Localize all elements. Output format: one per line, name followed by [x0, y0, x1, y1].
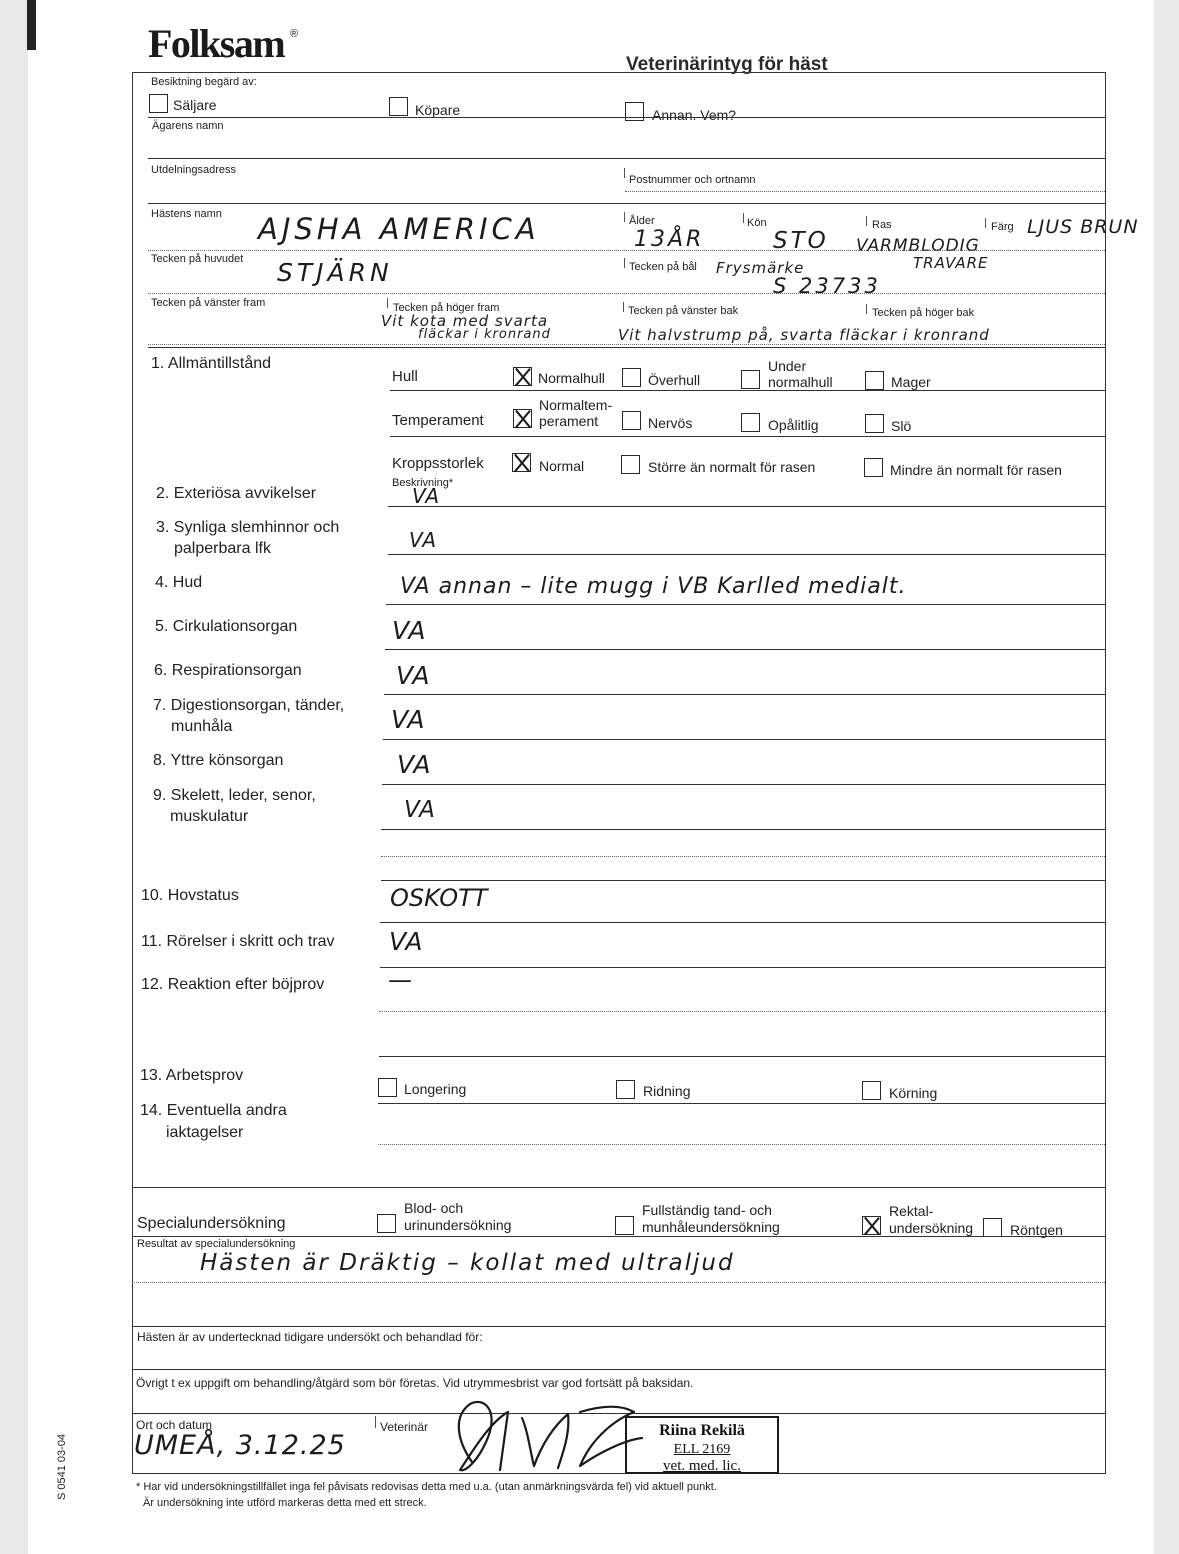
item-5-value: VA [392, 616, 427, 645]
other-requester-checkbox[interactable] [625, 102, 644, 121]
row-line [388, 554, 1105, 555]
temperament-dull-label: Slö [891, 418, 912, 434]
divider [132, 1236, 1105, 1237]
other-observations-label-2: iaktagelser [166, 1124, 244, 1141]
hull-normal-label: Normalhull [538, 370, 605, 386]
size-normal-label: Normal [539, 458, 585, 474]
item-7-value: VA [391, 705, 426, 734]
postal-label: Postnummer och ortnamn [629, 174, 756, 186]
left-back-label: Tecken på vänster bak [628, 305, 739, 317]
document-title: Veterinärintyg för häst [626, 54, 828, 75]
form-code: S 0541 03-04 [56, 1433, 68, 1500]
size-larger-label: Större än normalt för rasen [648, 459, 816, 475]
field-tick [743, 213, 744, 223]
hull-label: Hull [392, 368, 418, 385]
dotted-line [381, 856, 1105, 857]
hull-under-label: Under normalhull [768, 358, 833, 390]
row-line [382, 784, 1105, 785]
temperament-nervous-checkbox[interactable] [622, 411, 641, 430]
body-marks-value-2: S 23733 [773, 274, 881, 298]
row-line [390, 436, 1105, 437]
temperament-unreliable-checkbox[interactable] [741, 413, 760, 432]
head-marks-value: STJÄRN [277, 258, 393, 287]
sex-value: STO [773, 228, 829, 254]
divider [132, 1326, 1105, 1327]
item-4-label: 4. Hud [155, 574, 203, 591]
item-12-label: 12. Reaktion efter böjprov [141, 976, 325, 993]
row-line [390, 390, 1105, 391]
item-11-label: 11. Rörelser i skritt och trav [141, 933, 335, 950]
seller-label: Säljare [173, 97, 217, 113]
item-2-value: VA [412, 484, 441, 508]
size-smaller-label: Mindre än normalt för rasen [890, 462, 1062, 478]
dotted-line [625, 191, 1105, 192]
field-tick [387, 298, 388, 308]
size-normal-checkbox[interactable] [512, 453, 531, 472]
field-tick [624, 168, 625, 178]
dental-exam-checkbox[interactable] [615, 1216, 634, 1235]
head-marks-label: Tecken på huvudet [151, 253, 244, 265]
body-size-label: Kroppsstorlek [392, 455, 484, 472]
item-11-value: VA [389, 927, 424, 956]
temperament-nervous-label: Nervös [648, 415, 693, 431]
special-result-label: Resultat av specialundersökning [137, 1238, 296, 1250]
row-line [379, 1056, 1105, 1057]
temperament-dull-checkbox[interactable] [865, 414, 884, 433]
buyer-checkbox[interactable] [389, 97, 408, 116]
sex-label: Kön [747, 217, 767, 229]
folksam-logo: Folksam [148, 21, 285, 66]
color-value: LJUS BRUN [1027, 216, 1139, 238]
blood-urine-label: Blod- och urinundersökning [404, 1200, 512, 1233]
temperament-unreliable-label: Opålitlig [768, 417, 819, 433]
buyer-label: Köpare [415, 102, 461, 118]
item-6-label: 6. Respirationsorgan [154, 662, 302, 679]
color-label: Färg [991, 221, 1014, 233]
dotted-line [378, 1144, 1105, 1145]
seller-checkbox[interactable] [149, 94, 168, 113]
item-7-label: 7. Digestionsorgan, tänder, [153, 697, 345, 714]
right-front-label: Tecken på höger fram [393, 302, 500, 314]
size-smaller-checkbox[interactable] [864, 458, 883, 477]
horse-name-label: Hästens namn [151, 208, 222, 220]
xray-label: Röntgen [1010, 1222, 1063, 1238]
age-label: Ålder [629, 215, 655, 227]
dotted-line [379, 1011, 1105, 1012]
stamp-degree: vet. med. lic. [663, 1458, 741, 1474]
item-3-label-2: palperbara lfk [174, 540, 271, 557]
breed-value: VARMBLODIG [856, 236, 980, 256]
item-9-value: VA [404, 797, 436, 823]
temperament-normal-label: Normaltem- perament [539, 397, 613, 429]
item-3-value: VA [409, 528, 438, 552]
left-back-value: Vit halvstrump på, svarta fläckar i kronrand [618, 326, 990, 344]
stamp-name: Riina Rekilä [659, 1422, 745, 1439]
field-tick [375, 1416, 376, 1428]
riding-label: Ridning [643, 1083, 691, 1099]
row-line [381, 880, 1105, 881]
driving-label: Körning [889, 1085, 938, 1101]
other-requester-label: Annan. Vem? [652, 107, 737, 123]
size-larger-checkbox[interactable] [621, 455, 640, 474]
row-line [378, 1103, 1105, 1104]
item-9-label: 9. Skelett, leder, senor, [153, 787, 316, 804]
other-observations-label: 14. Eventuella andra [140, 1102, 287, 1119]
stamp-number: ELL 2169 [673, 1442, 731, 1457]
breed-value-2: TRAVARE [913, 254, 989, 272]
place-date-value: UMEÅ, 3.12.25 [134, 1430, 346, 1461]
row-line [380, 922, 1105, 923]
field-tick [985, 218, 986, 228]
body-marks-value: Frysmärke [716, 259, 805, 277]
field-tick [624, 258, 625, 268]
lunging-label: Longering [404, 1081, 467, 1097]
general-condition-heading: 1. Allmäntillstånd [151, 355, 272, 372]
veterinarian-label: Veterinär [380, 1420, 429, 1434]
row-line [385, 649, 1105, 650]
item-4-value: VA annan – lite mugg i VB Karlled medialt. [400, 574, 907, 599]
item-9-label-2: muskulatur [170, 808, 249, 825]
special-exam-label: Specialundersökning [137, 1215, 286, 1232]
registered-mark: ® [290, 28, 299, 40]
divider [148, 117, 1105, 118]
horse-name-value: AJSHA AMERICA [258, 212, 540, 246]
dental-exam-label: Fullständig tand- och munhåleundersökning [642, 1202, 780, 1235]
item-8-label: 8. Yttre könsorgan [153, 752, 284, 769]
hull-over-label: Överhull [648, 372, 701, 388]
dotted-line [148, 250, 1105, 251]
item-10-label: 10. Hovstatus [141, 887, 239, 904]
hull-lean-label: Mager [891, 374, 931, 390]
hull-lean-checkbox[interactable] [865, 371, 884, 390]
scan-edge [27, 0, 36, 50]
temperament-normal-checkbox[interactable] [513, 409, 532, 428]
right-front-value-2: fläckar i kronrand [418, 327, 551, 342]
breed-label: Ras [872, 219, 892, 231]
field-tick [623, 302, 624, 312]
right-front-value: Vit kota med svarta [381, 312, 549, 330]
divider [148, 203, 1105, 204]
divider [132, 1369, 1105, 1370]
item-2-label: 2. Exteriösa avvikelser [156, 485, 317, 502]
divider [132, 1187, 1105, 1188]
left-front-label: Tecken på vänster fram [151, 297, 266, 309]
field-tick [866, 216, 867, 226]
blood-urine-checkbox[interactable] [377, 1214, 396, 1233]
row-line [381, 829, 1105, 830]
rectal-exam-checkbox[interactable] [862, 1216, 881, 1235]
divider [148, 158, 1105, 159]
rectal-exam-label: Rektal- undersökning [889, 1203, 974, 1236]
divider [148, 347, 1105, 348]
item-8-value: VA [397, 750, 432, 779]
riding-checkbox[interactable] [616, 1080, 635, 1099]
work-test-label: 13. Arbetsprov [140, 1067, 244, 1084]
misc-label: Övrigt t ex uppgift om behandling/åtgärd som bör företas. Vid utrymmesbrist var god fortsätt på baksidan. [136, 1376, 694, 1390]
footnote-2: Är undersökning inte utförd markeras detta med ett streck. [143, 1497, 427, 1509]
row-line [386, 604, 1105, 605]
field-tick [866, 304, 867, 314]
dotted-line [148, 293, 1105, 294]
dotted-line [148, 344, 1105, 345]
body-marks-label: Tecken på bål [629, 261, 697, 273]
row-line [380, 967, 1105, 968]
lunging-checkbox[interactable] [378, 1078, 397, 1097]
row-line [383, 739, 1105, 740]
row-line [388, 506, 1105, 507]
field-tick [624, 212, 625, 222]
item-5-label: 5. Cirkulationsorgan [155, 618, 298, 635]
hull-over-checkbox[interactable] [622, 368, 641, 387]
place-date-label: Ort och datum [136, 1418, 213, 1432]
request-label: Besiktning begärd av: [151, 76, 257, 88]
address-label: Utdelningsadress [151, 164, 236, 176]
veterinarian-stamp [625, 1416, 779, 1474]
dotted-line [132, 1282, 1105, 1283]
item-3-label: 3. Synliga slemhinnor och [156, 519, 340, 536]
hull-under-checkbox[interactable] [741, 370, 760, 389]
age-value: 13ÅR [634, 227, 705, 252]
owner-name-label: Ägarens namn [152, 120, 224, 132]
item-10-value: OSKOTT [390, 884, 488, 912]
item-12-value: — [388, 966, 413, 994]
previous-treatment-label: Hästen är av undertecknad tidigare undersökt och behandlad för: [137, 1330, 483, 1344]
item-6-value: VA [396, 661, 431, 690]
temperament-label: Temperament [392, 412, 484, 429]
item-7-label-2: munhåla [171, 718, 233, 735]
xray-checkbox[interactable] [983, 1218, 1002, 1237]
special-result-value: Hästen är Dräktig – kollat med ultraljud [200, 1250, 735, 1276]
hull-normal-checkbox[interactable] [513, 367, 532, 386]
row-line [384, 694, 1105, 695]
footnote-1: * Har vid undersökningstillfället inga fel påvisats redovisas detta med u.a. (utan anmärkningsvärda fel) vid aktuell punkt. [136, 1481, 717, 1493]
right-back-label: Tecken på höger bak [872, 307, 975, 319]
description-label: Beskrivning* [392, 477, 454, 489]
driving-checkbox[interactable] [862, 1081, 881, 1100]
